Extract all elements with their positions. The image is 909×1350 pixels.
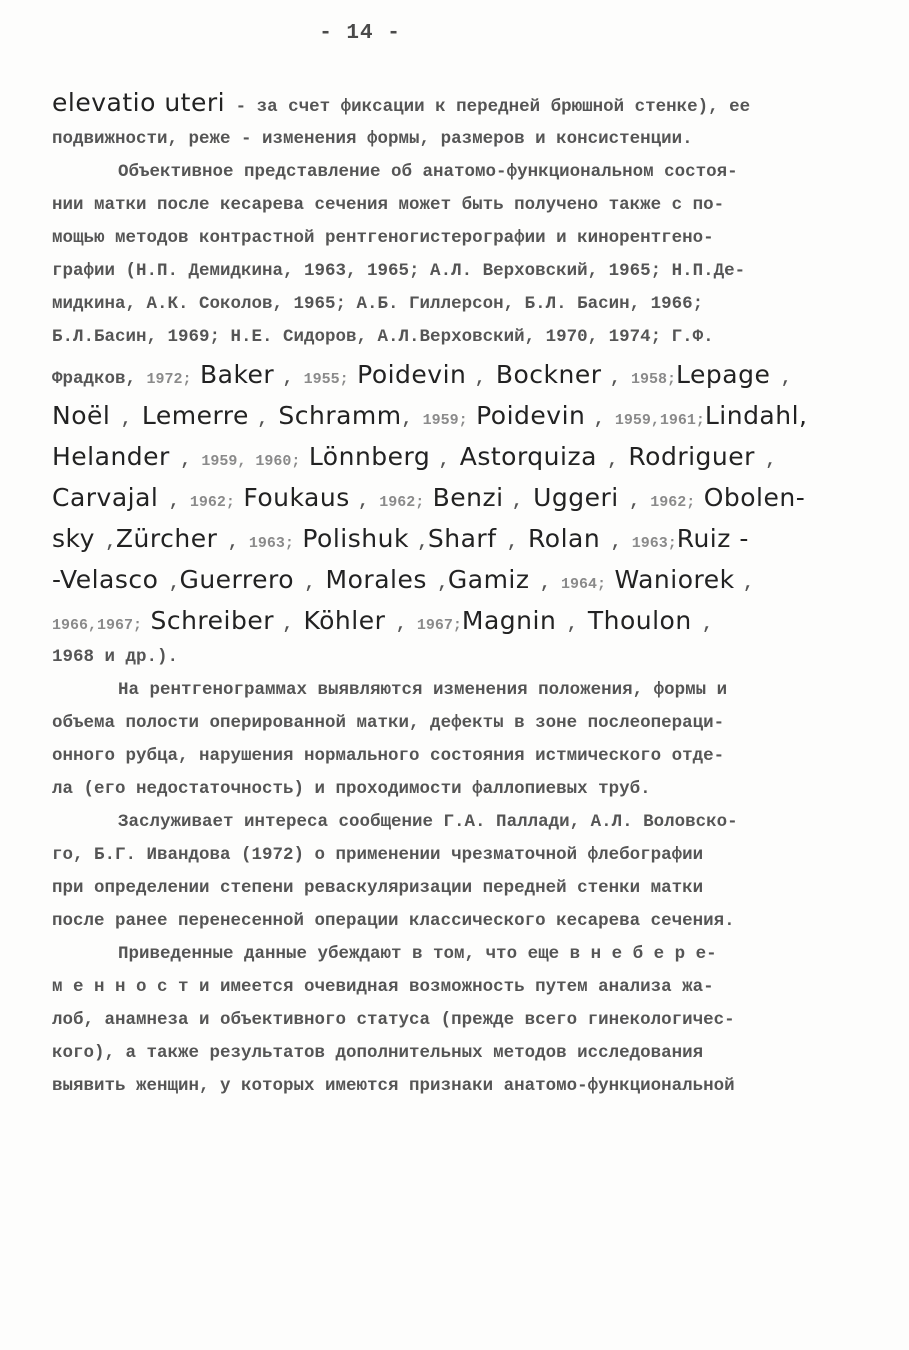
typed-text: , — [169, 451, 202, 471]
typed-text: , — [593, 410, 615, 430]
typed-text: Заслуживает интереса сообщение Г.А. Паллади, А.Л. Воловско- — [118, 812, 738, 832]
handwritten-author-name: Lemerre — [141, 401, 258, 430]
handwritten-author-name: Morales — [325, 565, 427, 594]
text-line — [52, 872, 862, 905]
handwritten-author-name: Sharf — [427, 524, 497, 553]
text-line — [52, 1004, 862, 1037]
handwritten-author-name: Magnin — [461, 606, 557, 635]
page-number: - 14 - — [319, 22, 401, 45]
handwritten-author-name: Poidevin — [348, 360, 475, 389]
text-line — [52, 123, 862, 156]
handwritten-author-name: sky — [52, 524, 95, 553]
typed-text: Фрадков, — [52, 369, 147, 389]
handwritten-author-name: -Velasco — [52, 565, 159, 594]
typed-text: Приведенные данные убеждают в том, что еще в н е б е р е- — [118, 944, 717, 964]
typed-text: при определении степени реваскуляризации передней стенки матки — [52, 878, 704, 898]
citation-year: 1959; — [422, 412, 468, 429]
typed-text: , — [529, 574, 562, 594]
handwritten-author-name: Ruiz - — [676, 524, 749, 553]
typed-text: , — [294, 574, 326, 594]
text-line — [52, 806, 862, 839]
text-line — [52, 971, 862, 1004]
typed-text: , — [385, 615, 417, 635]
citation-year: 1972; — [146, 371, 192, 388]
text-line — [52, 674, 862, 707]
typed-text: ла (его недостаточность) и проходимости фаллопиевых труб. — [52, 779, 651, 799]
typed-text: , — [754, 451, 776, 471]
typed-text: Б.Л.Басин, 1969; Н.Е. Сидоров, А.Л.Верховский, 1970, 1974; Г.Ф. — [52, 327, 714, 347]
typed-text: - за счет фиксации к передней брюшной стенке), ее — [225, 97, 751, 117]
typed-text: мощью методов контрастной рентгеногистерографии и кинорентгено- — [52, 228, 714, 248]
handwritten-author-name: Uggeri — [533, 483, 619, 512]
typed-text: , — [474, 369, 496, 389]
citation-year: 1959,1961; — [614, 412, 705, 429]
handwritten-author-name: Lönnberg — [300, 442, 439, 471]
handwritten-author-name: Baker — [191, 360, 283, 389]
typed-text: , — [158, 574, 180, 594]
text-line — [52, 82, 862, 123]
page-body — [52, 82, 862, 1103]
text-line — [52, 255, 862, 288]
text-line — [52, 1037, 862, 1070]
typed-text: , — [556, 615, 588, 635]
typed-text: подвижности, реже - изменения формы, размеров и консистенции. — [52, 129, 693, 149]
typed-text: , — [596, 451, 629, 471]
handwritten-author-name: Schramm — [278, 401, 402, 430]
typed-text: , — [282, 369, 304, 389]
text-line — [52, 740, 862, 773]
typed-text: , — [512, 492, 534, 512]
text-line — [52, 477, 862, 518]
typed-text: , — [770, 369, 792, 389]
typed-text: , — [110, 410, 142, 430]
text-line — [52, 156, 862, 189]
text-line — [52, 559, 862, 600]
typed-text: объема полости оперированной матки, дефекты в зоне послеопераци- — [52, 713, 725, 733]
typed-text: нии матки после кесарева сечения может быть получено также с по- — [52, 195, 725, 215]
typed-text: Объективное представление об анатомо-функциональном состоя- — [118, 162, 738, 182]
citation-year: 1966,1967; — [52, 617, 143, 634]
typed-text: после ранее перенесенной операции классического кесарева сечения. — [52, 911, 735, 931]
typed-text: мидкина, А.К. Соколов, 1965; А.Б. Гиллерсон, Б.Л. Басин, 1966; — [52, 294, 704, 314]
text-line — [52, 222, 862, 255]
typed-text: , — [94, 533, 116, 553]
typed-text: , — [609, 369, 631, 389]
typed-text: лоб, анамнеза и объективного статуса (прежде всего гинекологичес- — [52, 1010, 735, 1030]
typed-text: го, Б.Г. Ивандова (1972) о применении чрезматочной флебографии — [52, 845, 704, 865]
handwritten-author-name: Foukaus — [234, 483, 359, 512]
text-line — [52, 354, 862, 395]
handwritten-author-name: Guerrero — [179, 565, 295, 594]
handwritten-author-name: Obolen- — [695, 483, 806, 512]
typed-text: , — [401, 410, 423, 430]
citation-year: 1962; — [650, 494, 696, 511]
text-line — [52, 1070, 862, 1103]
handwritten-author-name: Bockner — [495, 360, 610, 389]
handwritten-author-name: Rodriguer — [628, 442, 755, 471]
text-line — [52, 518, 862, 559]
text-line — [52, 288, 862, 321]
typed-text: , — [257, 410, 279, 430]
typed-text: , — [691, 615, 713, 635]
text-line — [52, 707, 862, 740]
handwritten-author-name: Gamiz — [447, 565, 530, 594]
typed-text: графии (Н.П. Демидкина, 1963, 1965; А.Л. Верховский, 1965; Н.П.Де- — [52, 261, 746, 281]
citation-year: 1962; — [189, 494, 235, 511]
handwritten-author-name: elevatio uteri — [52, 88, 226, 117]
handwritten-author-name: Waniorek — [606, 565, 744, 594]
typed-text: , — [618, 492, 651, 512]
typed-text: , — [600, 533, 632, 553]
typed-text: , — [282, 615, 304, 635]
typed-text: 1968 и др.). — [52, 647, 179, 667]
citation-year: 1964; — [561, 576, 607, 593]
typed-text: , — [358, 492, 380, 512]
citation-year: 1963; — [631, 535, 677, 552]
text-line — [52, 641, 862, 674]
handwritten-author-name: Helander — [52, 442, 170, 471]
handwritten-author-name: Thoulon — [587, 606, 692, 635]
typed-text: , — [158, 492, 190, 512]
citation-year: 1958; — [631, 371, 677, 388]
typed-text: , — [417, 533, 428, 553]
citation-year: 1962; — [379, 494, 425, 511]
typed-text: , — [438, 451, 460, 471]
text-line — [52, 321, 862, 354]
typed-text: онного рубца, нарушения нормального состояния истмического отде- — [52, 746, 725, 766]
handwritten-author-name: Benzi — [424, 483, 513, 512]
handwritten-author-name: Zürcher — [115, 524, 218, 553]
citation-year: 1967; — [416, 617, 462, 634]
text-line — [52, 189, 862, 222]
typed-text: выявить женщин, у которых имеются признаки анатомо-функциональной — [52, 1076, 735, 1096]
handwritten-author-name: Lindahl, — [704, 401, 808, 430]
text-line — [52, 938, 862, 971]
handwritten-author-name: Lepage — [676, 360, 771, 389]
handwritten-author-name: Carvajal — [52, 483, 159, 512]
handwritten-author-name: Köhler — [303, 606, 386, 635]
citation-year: 1959, 1960; — [201, 453, 301, 470]
handwritten-author-name: Noël — [52, 401, 111, 430]
text-line — [52, 600, 862, 641]
handwritten-author-name: Astorquiza — [459, 442, 597, 471]
typed-text: На рентгенограммах выявляются изменения положения, формы и — [118, 680, 728, 700]
text-line — [52, 839, 862, 872]
typed-text: , — [217, 533, 249, 553]
typed-text: , — [743, 574, 754, 594]
handwritten-author-name: Schreiber — [142, 606, 283, 635]
handwritten-author-name: Polishuk — [293, 524, 418, 553]
text-line — [52, 436, 862, 477]
typed-text: кого), а также результатов дополнительных методов исследования — [52, 1043, 704, 1063]
text-line — [52, 905, 862, 938]
citation-year: 1963; — [248, 535, 294, 552]
typed-text: , — [496, 533, 529, 553]
handwritten-author-name: Poidevin — [467, 401, 594, 430]
handwritten-author-name: Rolan — [528, 524, 601, 553]
text-line — [52, 773, 862, 806]
text-line — [52, 395, 862, 436]
typed-text: , — [426, 574, 448, 594]
typed-text: м е н н о с т и имеется очевидная возможность путем анализа жа- — [52, 977, 714, 997]
citation-year: 1955; — [303, 371, 349, 388]
